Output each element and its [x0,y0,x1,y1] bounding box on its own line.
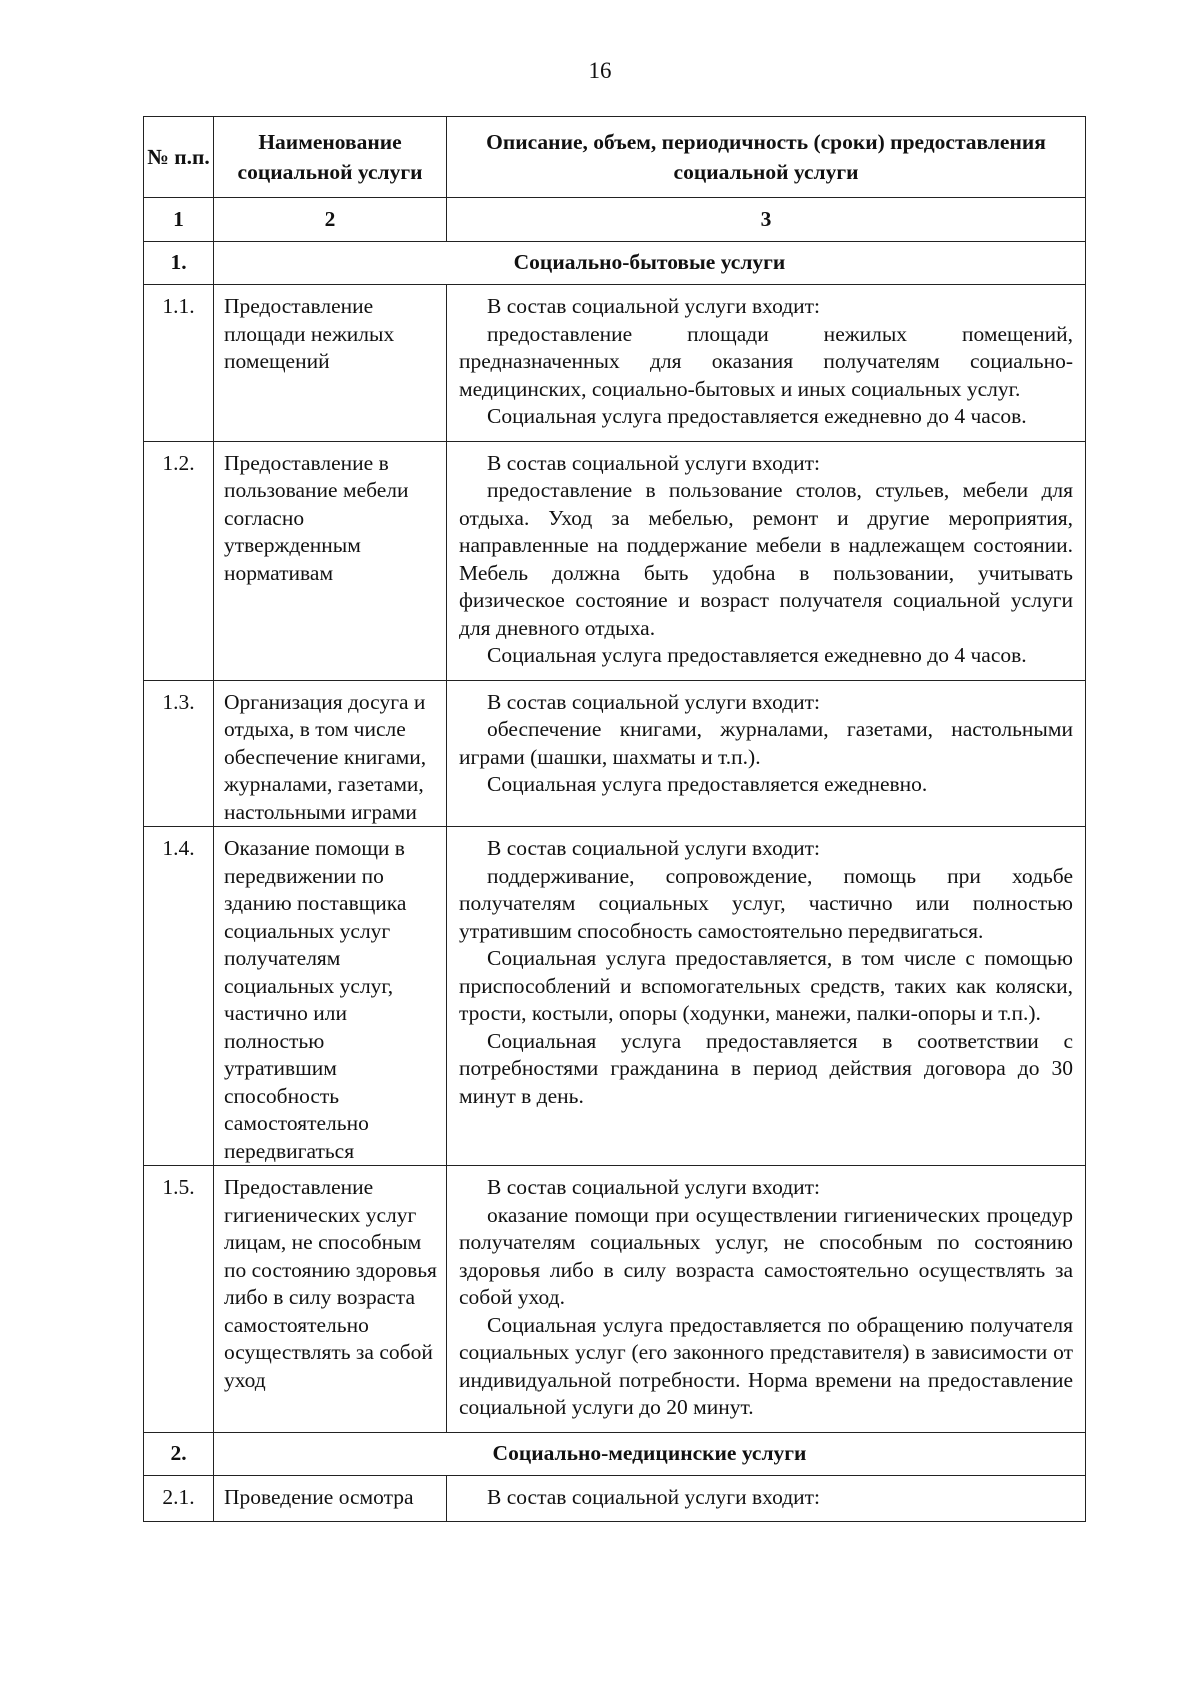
service-number: 1.5. [144,1166,214,1433]
services-table [143,116,1086,1522]
section-row [144,1432,1086,1475]
service-name: Оказание помощи в передвижении по зданию поставщика социальных услуг получателям социальных услуг, частично или полностью утратившим способность самостоятельно передвигаться [214,827,447,1166]
description-paragraph: предоставление в пользование столов, стульев, мебели для отдыха. Уход за мебелью, ремонт и другие мероприятия, направленные на поддержание мебели в надлежащем состоянии. Мебель должна быть удобна в пользовании, учитывать физическое состояние и возраст получателя социальной услуги для дневного отдыха. [459,478,1073,640]
service-name: Предоставление в пользование мебели согласно утвержденным нормативам [214,441,447,680]
column-numbers-row [144,198,1086,242]
service-description [447,285,1086,442]
service-name: Предоставление гигиенических услуг лицам, не способным по состоянию здоровья либо в силу возраста самостоятельно осуществлять за собой уход [214,1166,447,1433]
service-name: Предоставление площади нежилых помещений [214,285,447,442]
description-paragraph: Социальная услуга предоставляется ежедневно. [487,772,928,796]
column-number: 3 [447,198,1086,242]
header-desc: Описание, объем, периодичность (сроки) предоставления социальной услуги [447,117,1086,198]
description-paragraph: поддерживание, сопровождение, помощь при ходьбе получателям социальных услуг, частично или полностью утратившим способность самостоятельно передвигаться. [459,863,1073,943]
description-paragraph: В состав социальной услуги входит: [487,294,821,318]
description-paragraph: Социальная услуга предоставляется ежедневно до 4 часов. [487,643,1027,667]
section-title: Социально-бытовые услуги [214,242,1086,285]
header-name: Наименование социальной услуги [214,117,447,198]
service-number: 1.1. [144,285,214,442]
service-description [447,1166,1086,1433]
description-paragraph: оказание помощи при осуществлении гигиенических процедур получателям социальных услуг, не способным по состоянию здоровья либо в силу возраста самостоятельно осуществлять за собой уход. [459,1202,1073,1309]
table-row [144,1166,1086,1433]
service-number: 2.1. [144,1475,214,1522]
table-row [144,285,1086,442]
table-row [144,441,1086,680]
service-description [447,827,1086,1166]
section-number: 2. [144,1432,214,1475]
description-paragraph: Социальная услуга предоставляется в соответствии с потребностями гражданина в период действия договора до 30 минут в день. [459,1028,1073,1108]
table-header-row [144,117,1086,198]
description-paragraph: Социальная услуга предоставляется по обращению получателя социальных услуг (его законного представителя) в зависимости от индивидуальной потребности. Норма времени на предоставление социальной услуги до 20 минут. [459,1312,1073,1419]
description-paragraph: предоставление площади нежилых помещений, предназначенных для оказания получателям социально-медицинских, социально-бытовых и иных социальных услуг. [459,321,1073,401]
service-name: Организация досуга и отдыха, в том числе обеспечение книгами, журналами, газетами, настольными играми [214,680,447,827]
description-paragraph: Социальная услуга предоставляется ежедневно до 4 часов. [487,404,1027,428]
table-row [144,680,1086,827]
section-title: Социально-медицинские услуги [214,1432,1086,1475]
section-row [144,242,1086,285]
service-description [447,1475,1086,1522]
description-paragraph: В состав социальной услуги входит: [487,836,821,860]
service-description [447,680,1086,827]
header-num: № п.п. [144,117,214,198]
description-paragraph: Социальная услуга предоставляется, в том числе с помощью приспособлений и вспомогательных средств, таких как коляски, трости, костыли, опоры (ходунки, манежи, палки-опоры и т.п.). [459,946,1073,1025]
column-number: 1 [144,198,214,242]
service-name: Проведение осмотра [214,1475,447,1522]
service-number: 1.2. [144,441,214,680]
table-row [144,1475,1086,1522]
section-number: 1. [144,242,214,285]
description-paragraph: В состав социальной услуги входит: [487,689,821,714]
service-description [447,441,1086,680]
service-number: 1.3. [144,680,214,827]
description-paragraph: В состав социальной услуги входит: [487,1175,821,1199]
description-paragraph: обеспечение книгами, журналами, газетами, настольными играми (шашки, шахматы и т.п.). [459,717,1073,769]
page-number: 16 [588,58,612,83]
column-number: 2 [214,198,447,242]
table-row [144,827,1086,1166]
description-paragraph: В состав социальной услуги входит: [487,1484,821,1509]
description-paragraph: В состав социальной услуги входит: [487,450,821,475]
service-number: 1.4. [144,827,214,1166]
